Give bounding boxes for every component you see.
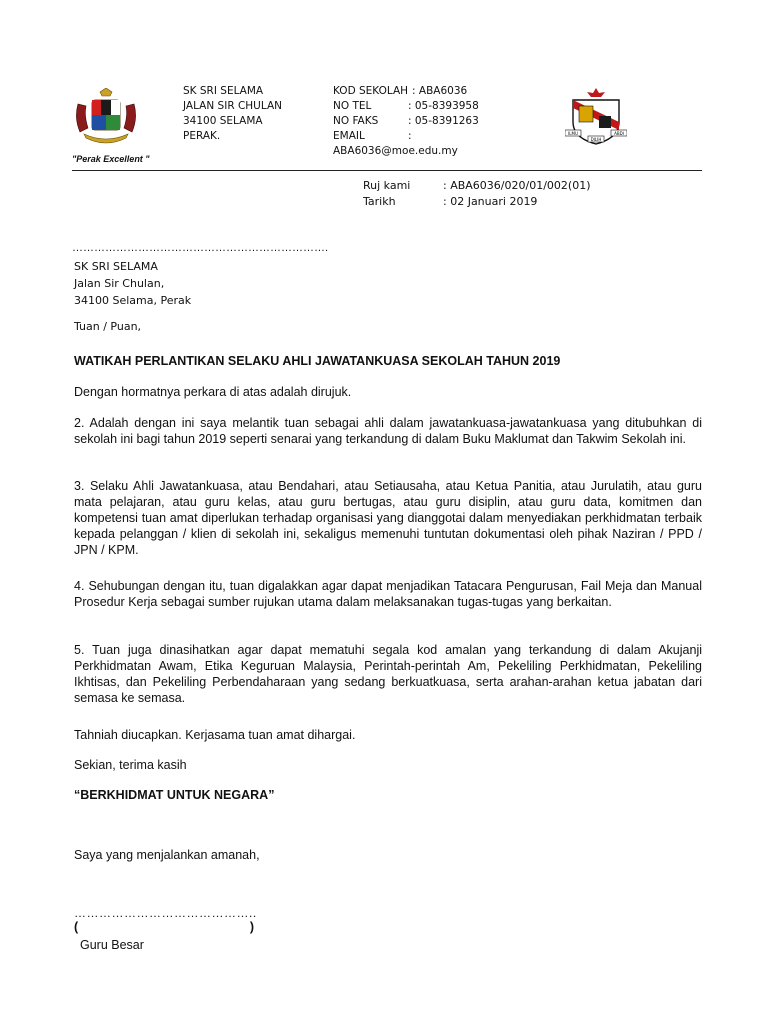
- contact-label: EMAIL: [333, 130, 365, 142]
- signature-name-brackets: [74, 920, 254, 934]
- school-contact: [333, 84, 479, 159]
- address-line: JALAN SIR CHULAN: [183, 100, 282, 112]
- logo-text: ILMU: [568, 131, 578, 136]
- open-paren: (: [74, 920, 79, 934]
- close-paren: ): [249, 920, 254, 934]
- recipient-line: SK SRI SELAMA: [74, 260, 158, 273]
- letter-title: WATIKAH PERLANTIKAN SELAKU AHLI JAWATANKUASA SEKOLAH TAHUN 2019: [74, 354, 561, 368]
- school-address: [183, 84, 282, 144]
- ruj-value: : ABA6036/020/01/002(01): [443, 179, 591, 192]
- contact-value: : 05-8393958: [408, 100, 479, 112]
- email-address[interactable]: ABA6036@moe.edu.my: [333, 145, 458, 157]
- recipient-line: 34100 Selama, Perak: [74, 294, 192, 307]
- contact-row: [333, 84, 479, 99]
- paragraph-4: 4. Sehubungan dengan itu, tuan digalakkan agar dapat menjadikan Tatacara Pengurusan, Fail Meja dan Manual Prosedur Kerja sebagai sumber rujukan utama dalam melaksanakan tugas-tugas yang berkaitan.: [74, 579, 702, 609]
- tarikh-label: Tarikh: [363, 195, 396, 208]
- signature-line: ……………………………………..: [74, 906, 257, 920]
- motto: “BERKHIDMAT UNTUK NEGARA”: [74, 788, 275, 802]
- contact-row: [333, 129, 479, 144]
- salutation: Tuan / Puan,: [74, 320, 142, 333]
- paragraph-closing: Sekian, terima kasih: [74, 758, 187, 772]
- ruj-label: Ruj kami: [363, 179, 411, 192]
- address-line: 34100 SELAMA: [183, 115, 263, 127]
- logo-text: ABDI: [614, 131, 624, 136]
- perak-crest-logo: [70, 88, 142, 150]
- contact-label: KOD SEKOLAH: [333, 85, 409, 97]
- contact-row: [333, 99, 479, 114]
- reference-block: [363, 178, 590, 210]
- tagline: "Perak Excellent ": [72, 154, 150, 164]
- ref-row: [363, 178, 590, 194]
- tarikh-value: : 02 Januari 2019: [443, 195, 538, 208]
- contact-value: : 05-8391263: [408, 115, 479, 127]
- date-row: [363, 194, 590, 210]
- contact-value: :: [408, 130, 412, 142]
- contact-label: NO TEL: [333, 100, 372, 112]
- recipient-line: Jalan Sir Chulan,: [74, 277, 165, 290]
- recipient-name-dots: …………………………………………………………….: [72, 242, 329, 254]
- address-line: SK SRI SELAMA: [183, 85, 264, 97]
- paragraph-5: 5. Tuan juga dinasihatkan agar dapat mematuhi segala kod amalan yang terkandung di dalam Akujanji Perkhidmatan Awam, Etika Keguruan Malaysia, Perintah-perintah Am, Pekeliling Perkhidmatan, Pekeliling Ikhtisas, dan Pekeliling Perbendaharaan yang sedang berkuatkuasa, serta arahan-arahan ketua jabatan dari semasa ke semasa.: [74, 643, 702, 705]
- header-divider: [72, 170, 702, 171]
- recipient-address: [74, 258, 191, 309]
- school-logo: [565, 86, 627, 148]
- logo-text: DILIH: [590, 137, 602, 142]
- address-line: PERAK.: [183, 130, 221, 142]
- contact-value: : ABA6036: [412, 85, 468, 97]
- signatory-title: Guru Besar: [80, 938, 144, 952]
- paragraph-3: 3. Selaku Ahli Jawatankuasa, atau Bendahari, atau Setiausaha, atau Ketua Panitia, atau Jurulatih, atau guru mata pelajaran, atau guru kelas, atau guru bertugas, atau guru disiplin, atau guru data, komitmen dan kompetensi tuan amat diperlukan terhadap organisasi yang dianggotai dalam menyediakan perkhidmatan terbaik kepada pelanggan / klien di sekolah ini, sekaligus memenuhi tuntutan dokumentasi oleh pihak Naziran / PPD / JPN / KPM.: [74, 479, 702, 557]
- signoff: Saya yang menjalankan amanah,: [74, 848, 260, 862]
- paragraph-intro: Dengan hormatnya perkara di atas adalah dirujuk.: [74, 385, 352, 399]
- paragraph-2: 2. Adalah dengan ini saya melantik tuan sebagai ahli dalam jawatankuasa-jawatankuasa yang ditubuhkan di sekolah ini bagi tahun 2019 seperti senarai yang terkandung di dalam Buku Maklumat dan Takwim Sekolah ini.: [74, 416, 702, 446]
- paragraph-thanks: Tahniah diucapkan. Kerjasama tuan amat dihargai.: [74, 728, 356, 742]
- contact-row: [333, 114, 479, 129]
- contact-label: NO FAKS: [333, 115, 379, 127]
